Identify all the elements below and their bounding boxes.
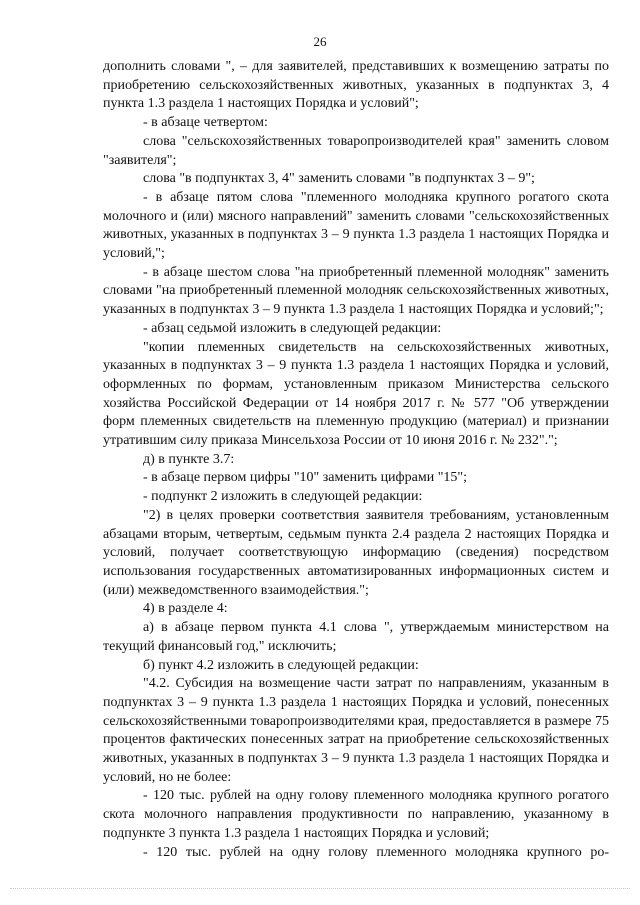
paragraph: - в абзаце шестом слова "на приобретенный племенной молодняк" заменить словами "на приобретенный племенной молодняк сельскохозяйственных животных, указанных в подпунктах 3 – 9 пункта 1.3 раздела 1 настоящих Порядка и условий;";	[103, 264, 609, 318]
document-body	[103, 58, 609, 862]
paragraph: дополнить словами ", – для заявителей, представивших к возмещению затраты по приобретению сельскохозяйственных животных, указанных в подпунктах 3, 4 пункта 1.3 раздела 1 настоящих Порядка и условий";	[103, 59, 609, 112]
paragraph: - подпункт 2 изложить в следующей редакции:	[143, 489, 423, 505]
paragraph: "2) в целях проверки соответствия заявителя требованиям, установленным абзацами вторым, четвертым, седьмым пункта 2.4 раздела 2 настоящих Порядка и условий, получает соответствующую информацию (сведения) посредством использования государственных автоматизированных информационных систем и (или) межведомственного взаимодействия.";	[103, 507, 609, 598]
paragraph: слова "в подпунктах 3, 4" заменить словами "в подпунктах 3 – 9";	[143, 171, 535, 187]
paragraph: 4) в разделе 4:	[143, 601, 228, 617]
paragraph: - в абзаце первом цифры "10" заменить цифрами "15";	[143, 470, 468, 486]
paragraph: д) в пункте 3.7:	[143, 451, 235, 467]
paragraph: - абзац седьмой изложить в следующей редакции:	[143, 320, 442, 336]
paragraph: - 120 тыс. рублей на одну голову племенного молодняка крупного рогатого скота молочного направления продуктивности по направлению, указанному в подпункте 3 пункта 1.3 раздела 1 настоящих Порядка и условий;	[103, 788, 609, 841]
scan-edge-artifact	[10, 888, 630, 889]
paragraph: "4.2. Субсидия на возмещение части затрат по направлениям, указанным в подпунктах 3 – 9 пункта 1.3 раздела 1 настоящих Порядка и условий, понесенных сельскохозяйственными товаропроизводителями края, предоставляется в размере 75 процентов фактических понесенных затрат на приобретение сельскохозяйственных животных, указанных в подпунктах 3 – 9 пункта 1.3 раздела 1 настоящих Порядка и условий, но не более:	[103, 676, 609, 785]
paragraph: "копии племенных свидетельств на сельскохозяйственных животных, указанных в подпунктах 3 – 9 пункта 1.3 раздела 1 настоящих Порядка и условий, оформленных по формам, установленным приказом Министерства сельского хозяйства Российской Федерации от 14 ноября 2017 г. № 577 "Об утверждении форм племенных свидетельств на племенную продукцию (материал) и признании утратившим силу приказа Минсельхоза России от 10 июня 2016 г. № 232".";	[103, 339, 609, 449]
paragraph: - в абзаце пятом слова "племенного молодняка крупного рогатого скота молочного и (или) мясного направлений" заменить словами "сельскохозяйственных животных, указанных в подпунктах 3 – 9 пункта 1.3 раздела 1 настоящих Порядка и условий,";	[103, 189, 609, 262]
paragraph: - в абзаце четвертом:	[143, 115, 268, 131]
paragraph: - 120 тыс. рублей на одну голову племенного молодняка крупного ро-	[143, 844, 609, 860]
paragraph: б) пункт 4.2 изложить в следующей редакции:	[143, 657, 419, 673]
paragraph: слова "сельскохозяйственных товаропроизводителей края" заменить словом "заявителя";	[103, 133, 609, 168]
paragraph: а) в абзаце первом пункта 4.1 слова ", утверждаемым министерством на текущий финансовый год," исключить;	[103, 620, 609, 654]
page-number: 26	[313, 34, 327, 49]
